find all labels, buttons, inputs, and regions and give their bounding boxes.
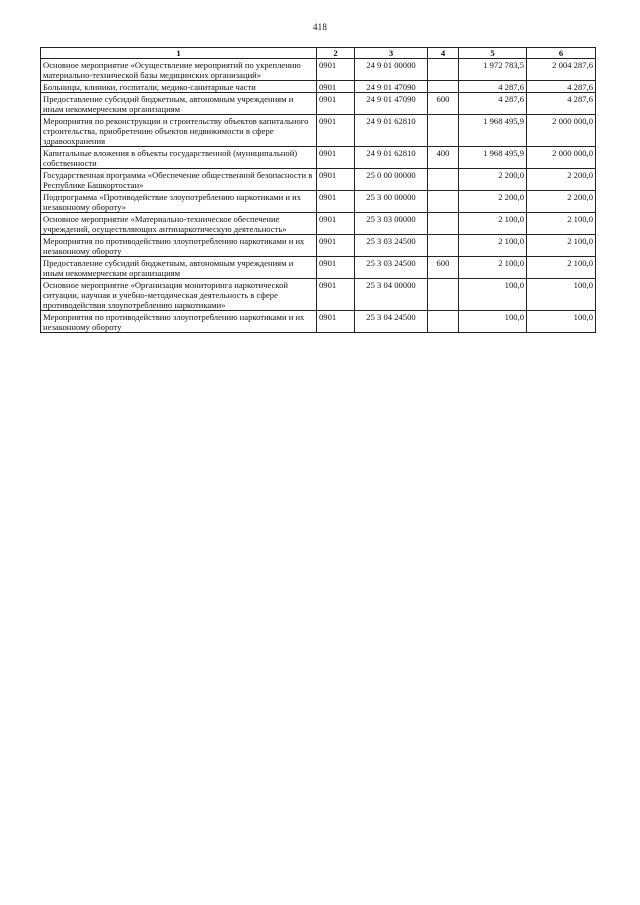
row-name: Основное мероприятие «Организация мониторинга наркотической ситуации, научная и учебно-методическая деятельность в сфере противодействия злоупотреблению наркотиками» xyxy=(41,279,317,311)
row-expense-type: 600 xyxy=(428,93,459,115)
table-row xyxy=(41,93,596,115)
row-section: 0901 xyxy=(317,257,355,279)
row-expense-type xyxy=(428,279,459,311)
row-section: 0901 xyxy=(317,59,355,81)
row-amount-b: 100,0 xyxy=(527,311,596,333)
row-name: Капитальные вложения в объекты государственной (муниципальной) собственности xyxy=(41,147,317,169)
row-target-code: 24 9 01 47090 xyxy=(355,93,428,115)
row-name: Мероприятия по реконструкции и строительству объектов капитального строительства, приобретению объектов недвижимости в сфере здравоохранения xyxy=(41,115,317,147)
row-amount-b: 2 200,0 xyxy=(527,191,596,213)
row-amount-a: 2 100,0 xyxy=(459,213,527,235)
row-section: 0901 xyxy=(317,213,355,235)
row-amount-a: 100,0 xyxy=(459,279,527,311)
row-section: 0901 xyxy=(317,311,355,333)
row-amount-a: 1 972 783,5 xyxy=(459,59,527,81)
table-row xyxy=(41,59,596,81)
row-expense-type: 400 xyxy=(428,147,459,169)
row-target-code: 25 3 03 00000 xyxy=(355,213,428,235)
row-amount-a: 2 100,0 xyxy=(459,257,527,279)
row-section: 0901 xyxy=(317,169,355,191)
row-expense-type xyxy=(428,235,459,257)
row-amount-a: 2 200,0 xyxy=(459,169,527,191)
row-amount-a: 4 287,6 xyxy=(459,81,527,93)
row-section: 0901 xyxy=(317,191,355,213)
table-row xyxy=(41,279,596,311)
row-target-code: 24 9 01 47090 xyxy=(355,81,428,93)
row-name: Мероприятия по противодействию злоупотреблению наркотиками и их незаконному обороту xyxy=(41,235,317,257)
row-section: 0901 xyxy=(317,93,355,115)
row-section: 0901 xyxy=(317,235,355,257)
row-target-code: 25 3 03 24500 xyxy=(355,235,428,257)
table-row xyxy=(41,81,596,93)
row-amount-b: 100,0 xyxy=(527,279,596,311)
row-target-code: 24 9 01 62810 xyxy=(355,115,428,147)
header-col-1: 1 xyxy=(41,48,317,59)
row-name: Подпрограмма «Противодействие злоупотреблению наркотиками и их незаконному обороту» xyxy=(41,191,317,213)
row-amount-b: 2 100,0 xyxy=(527,235,596,257)
budget-table xyxy=(40,47,596,333)
row-target-code: 24 9 01 62810 xyxy=(355,147,428,169)
table-row xyxy=(41,311,596,333)
row-name: Государственная программа «Обеспечение общественной безопасности в Республике Башкортостан» xyxy=(41,169,317,191)
header-col-4: 4 xyxy=(428,48,459,59)
row-expense-type: 600 xyxy=(428,257,459,279)
row-amount-b: 2 000 000,0 xyxy=(527,115,596,147)
table-row xyxy=(41,115,596,147)
row-amount-b: 2 000 000,0 xyxy=(527,147,596,169)
row-amount-a: 2 200,0 xyxy=(459,191,527,213)
row-amount-b: 4 287,6 xyxy=(527,93,596,115)
table-row xyxy=(41,235,596,257)
table-row xyxy=(41,213,596,235)
row-target-code: 24 9 01 00000 xyxy=(355,59,428,81)
row-target-code: 25 3 04 24500 xyxy=(355,311,428,333)
table-row xyxy=(41,147,596,169)
row-expense-type xyxy=(428,169,459,191)
row-amount-b: 2 100,0 xyxy=(527,213,596,235)
header-col-3: 3 xyxy=(355,48,428,59)
row-section: 0901 xyxy=(317,147,355,169)
row-amount-a: 2 100,0 xyxy=(459,235,527,257)
row-amount-a: 4 287,6 xyxy=(459,93,527,115)
row-amount-b: 2 004 287,6 xyxy=(527,59,596,81)
row-target-code: 25 3 00 00000 xyxy=(355,191,428,213)
row-target-code: 25 0 00 00000 xyxy=(355,169,428,191)
table-header-row xyxy=(41,48,596,59)
header-col-2: 2 xyxy=(317,48,355,59)
row-name: Предоставление субсидий бюджетным, автономным учреждениям и иным некоммерческим организациям xyxy=(41,93,317,115)
table-row xyxy=(41,169,596,191)
row-expense-type xyxy=(428,213,459,235)
row-expense-type xyxy=(428,115,459,147)
table-row xyxy=(41,257,596,279)
row-amount-a: 1 968 495,9 xyxy=(459,147,527,169)
row-amount-a: 1 968 495,9 xyxy=(459,115,527,147)
page-number: 418 xyxy=(312,22,328,32)
row-expense-type xyxy=(428,191,459,213)
row-amount-b: 2 100,0 xyxy=(527,257,596,279)
row-expense-type xyxy=(428,311,459,333)
header-col-5: 5 xyxy=(459,48,527,59)
row-amount-a: 100,0 xyxy=(459,311,527,333)
row-section: 0901 xyxy=(317,81,355,93)
row-name: Мероприятия по противодействию злоупотреблению наркотиками и их незаконному обороту xyxy=(41,311,317,333)
row-target-code: 25 3 04 00000 xyxy=(355,279,428,311)
row-section: 0901 xyxy=(317,279,355,311)
row-name: Предоставление субсидий бюджетным, автономным учреждениям и иным некоммерческим организациям xyxy=(41,257,317,279)
row-expense-type xyxy=(428,81,459,93)
row-name: Основное мероприятие «Осуществление мероприятий по укреплению материально-технической базы медицинских организаций» xyxy=(41,59,317,81)
row-section: 0901 xyxy=(317,115,355,147)
row-expense-type xyxy=(428,59,459,81)
row-name: Основное мероприятие «Материально-техническое обеспечение учреждений, осуществляющих антинаркотическую деятельность» xyxy=(41,213,317,235)
row-amount-b: 4 287,6 xyxy=(527,81,596,93)
row-name: Больницы, клиники, госпитали, медико-санитарные части xyxy=(41,81,317,93)
table-row xyxy=(41,191,596,213)
row-target-code: 25 3 03 24500 xyxy=(355,257,428,279)
row-amount-b: 2 200,0 xyxy=(527,169,596,191)
table-body xyxy=(41,59,596,333)
header-col-6: 6 xyxy=(527,48,596,59)
